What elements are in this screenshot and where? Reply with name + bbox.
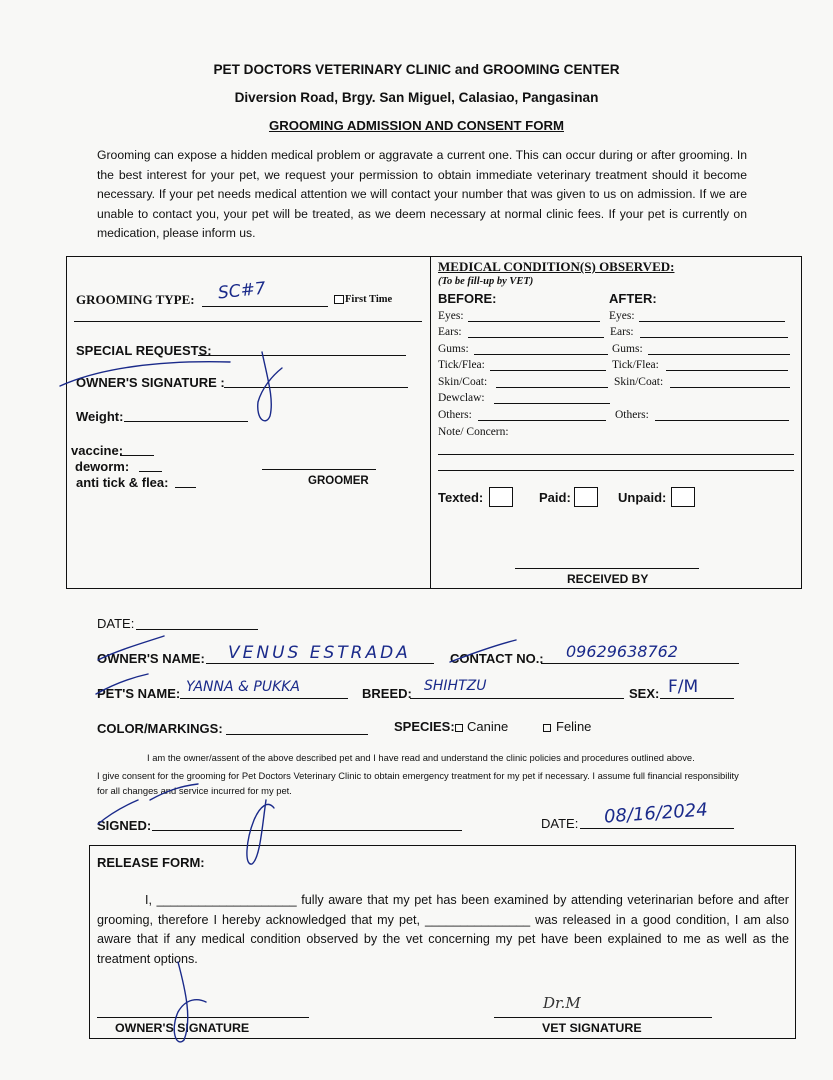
- vet-fill-note: (To be fill-up by VET): [438, 276, 534, 287]
- first-time-checkbox[interactable]: [334, 295, 344, 304]
- note-line-2[interactable]: [438, 470, 794, 471]
- before-ears-field[interactable]: [468, 337, 604, 338]
- before-ears-label: Ears:: [438, 326, 462, 338]
- release-form-title: RELEASE FORM:: [97, 855, 205, 870]
- after-eyes-label: Eyes:: [609, 310, 635, 322]
- before-tickflea-label: Tick/Flea:: [438, 359, 485, 371]
- vet-signature-label: VET SIGNATURE: [542, 1021, 642, 1035]
- owner-signature-label: OWNER'S SIGNATURE :: [76, 375, 225, 390]
- anti-tick-field[interactable]: [175, 487, 196, 488]
- breed-value: SHIHTZU: [424, 678, 487, 694]
- medical-condition-title: MEDICAL CONDITION(S) OBSERVED:: [438, 259, 675, 274]
- clinic-address: Diversion Road, Brgy. San Miguel, Calasiao, Pangasinan: [234, 90, 599, 105]
- after-ears-field[interactable]: [640, 337, 788, 338]
- after-others-field[interactable]: [655, 420, 789, 421]
- before-skincoat-field[interactable]: [496, 387, 608, 388]
- before-others-label: Others:: [438, 409, 472, 421]
- after-label: AFTER:: [609, 291, 657, 306]
- paid-checkbox[interactable]: [574, 487, 598, 507]
- after-eyes-field[interactable]: [639, 321, 785, 322]
- before-gums-field[interactable]: [474, 354, 608, 355]
- before-tickflea-field[interactable]: [490, 370, 606, 371]
- note-concern-label: Note/ Concern:: [438, 426, 509, 438]
- pet-name-label: PET'S NAME:: [97, 686, 181, 701]
- breed-label: BREED:: [362, 686, 412, 701]
- before-eyes-label: Eyes:: [438, 310, 464, 322]
- weight-label: Weight:: [76, 409, 124, 424]
- consent-date-label: DATE:: [541, 816, 579, 831]
- release-owner-signature-label: OWNER'S SIGNATURE: [115, 1021, 250, 1035]
- consent-date-value: 08/16/2024: [603, 799, 709, 828]
- before-others-field[interactable]: [478, 420, 606, 421]
- weight-field[interactable]: [124, 421, 248, 422]
- received-by-line[interactable]: [515, 568, 699, 569]
- note-line-1[interactable]: [438, 454, 794, 455]
- feline-label: Feline: [556, 719, 592, 734]
- special-requests-label: SPECIAL REQUESTS:: [76, 343, 212, 358]
- vet-initials: Dr.M: [543, 994, 581, 1012]
- vet-signature-line[interactable]: [494, 1017, 712, 1018]
- release-text: I, ____________________ fully aware that my pet has been examined by attending veterinarian before and after grooming, therefore I hereby acknowledged that my pet, _______________ was released in a good condition, I am also aware that if any medical condition observed by the vet concerning my pet have been explained to me as well as the treatment options.: [97, 893, 789, 966]
- after-skincoat-field[interactable]: [670, 387, 790, 388]
- feline-checkbox[interactable]: [543, 724, 551, 732]
- received-by-label: RECEIVED BY: [567, 572, 649, 586]
- anti-tick-label: anti tick & flea:: [76, 475, 169, 490]
- special-requests-field[interactable]: [198, 355, 406, 356]
- form-title: GROOMING ADMISSION AND CONSENT FORM: [268, 118, 564, 133]
- contact-label: CONTACT NO.:: [450, 651, 544, 666]
- vaccine-field[interactable]: [120, 455, 154, 456]
- unpaid-checkbox[interactable]: [671, 487, 695, 507]
- date-label: DATE:: [97, 616, 135, 631]
- after-tickflea-label: Tick/Flea:: [612, 359, 659, 371]
- consent-date-field[interactable]: [580, 828, 734, 829]
- after-tickflea-field[interactable]: [666, 370, 788, 371]
- first-time-label: First Time: [345, 294, 393, 305]
- groomer-label: GROOMER: [308, 475, 369, 487]
- date-field[interactable]: [136, 629, 258, 630]
- color-markings-label: COLOR/MARKINGS:: [97, 721, 223, 736]
- before-dewclaw-field[interactable]: [494, 403, 610, 404]
- before-dewclaw-label: Dewclaw:: [438, 392, 485, 404]
- contact-value: 09629638762: [566, 642, 678, 661]
- texted-checkbox[interactable]: [489, 487, 513, 507]
- after-skincoat-label: Skin/Coat:: [614, 376, 664, 388]
- owner-name-value: VENUS ESTRADA: [228, 643, 411, 663]
- groomer-signature-line[interactable]: [262, 469, 376, 470]
- owner-signature-field[interactable]: [224, 387, 408, 388]
- consent-text-2: I give consent for the grooming for Pet Doctors Veterinary Clinic to obtain emergency treatment for my pet if necessary. I assume full financial responsibility for all changes and service incurred for my pet.: [97, 770, 739, 796]
- before-label: BEFORE:: [438, 291, 497, 306]
- consent-text-1: I am the owner/assent of the above described pet and I have read and understand the clinic policies and procedures outlined above.: [147, 752, 695, 763]
- canine-label: Canine: [467, 719, 509, 734]
- owner-name-field[interactable]: [206, 663, 434, 664]
- color-markings-field[interactable]: [226, 734, 368, 735]
- paid-label: Paid:: [539, 490, 571, 505]
- signed-label: SIGNED:: [97, 818, 152, 833]
- before-eyes-field[interactable]: [468, 321, 600, 322]
- unpaid-label: Unpaid:: [618, 490, 667, 505]
- pet-name-value: YANNA & PUKKA: [186, 679, 301, 695]
- species-label: SPECIES:: [394, 719, 455, 734]
- after-gums-label: Gums:: [612, 343, 643, 355]
- grooming-type-field[interactable]: [202, 306, 328, 307]
- texted-label: Texted:: [438, 490, 484, 505]
- pet-name-field[interactable]: [180, 698, 348, 699]
- intro-paragraph: Grooming can expose a hidden medical problem or aggravate a current one. This can occur during or after grooming. In the best interest for your pet, we request your permission to obtain immediate veterinary treatment should it become necessary. If your pet needs medical attention we will contact your number that was given to us on admission. If we are unable to contact you, your pet will be treated, as we deem necessary at normal clinic fees. If your pet is currently on medication, please inform us.: [97, 148, 747, 241]
- grooming-type-label: GROOMING TYPE:: [76, 292, 195, 307]
- sex-field[interactable]: [660, 698, 734, 699]
- sex-label: SEX:: [629, 686, 660, 701]
- after-gums-field[interactable]: [648, 354, 790, 355]
- release-owner-signature-line[interactable]: [97, 1017, 309, 1018]
- deworm-label: deworm:: [75, 459, 130, 474]
- after-ears-label: Ears:: [610, 326, 634, 338]
- grooming-type-extra-line: [74, 321, 422, 322]
- grooming-type-value: SC#7: [217, 278, 267, 304]
- canine-checkbox[interactable]: [455, 724, 463, 732]
- signed-field[interactable]: [152, 830, 462, 831]
- deworm-field[interactable]: [139, 471, 162, 472]
- breed-field[interactable]: [410, 698, 624, 699]
- sex-value: F/M: [668, 677, 699, 697]
- owner-name-label: OWNER'S NAME:: [97, 651, 205, 666]
- before-gums-label: Gums:: [438, 343, 469, 355]
- panel-divider: [430, 257, 431, 588]
- before-skincoat-label: Skin/Coat:: [438, 376, 488, 388]
- after-others-label: Others:: [615, 409, 649, 421]
- clinic-name: PET DOCTORS VETERINARY CLINIC and GROOMING CENTER: [213, 62, 620, 77]
- contact-field[interactable]: [541, 663, 739, 664]
- vaccine-label: vaccine:: [71, 443, 124, 458]
